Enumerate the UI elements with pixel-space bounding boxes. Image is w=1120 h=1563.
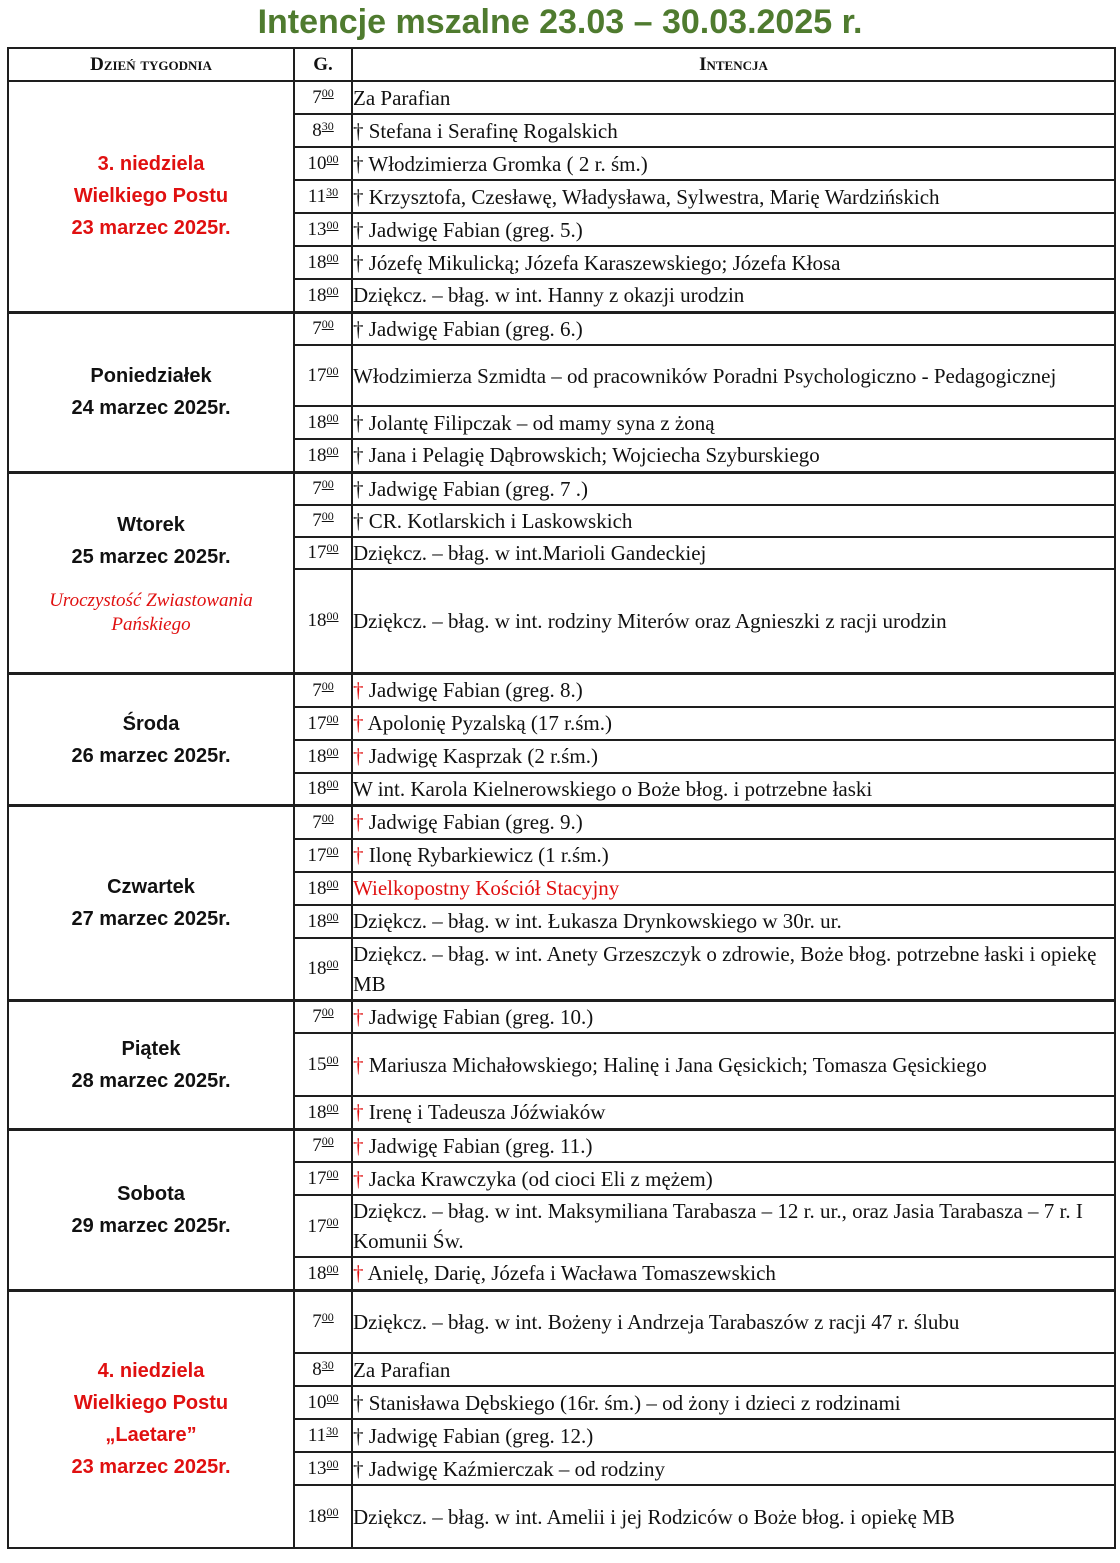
- mass-time: [294, 1290, 352, 1353]
- mass-minute: 00: [326, 909, 339, 924]
- table-row: [8, 1290, 1115, 1353]
- mass-hour: 7: [312, 510, 322, 531]
- mass-time: [294, 1257, 352, 1290]
- mass-hour: 7: [312, 1006, 322, 1028]
- mass-time: [294, 707, 352, 740]
- mass-hour: 18: [307, 745, 327, 767]
- intention-label: W int. Karola Kielnerowskiego o Boże błog. i potrzebne łaski: [353, 776, 873, 801]
- cross-icon: †: [353, 476, 364, 501]
- intention-text: [352, 806, 1115, 839]
- intention-label: Jadwigę Fabian (greg. 9.): [363, 810, 583, 835]
- mass-hour: 18: [307, 877, 327, 899]
- intention-label: Dziękcz. – błag. w int.Marioli Gandeckiej: [353, 540, 707, 565]
- day-cell: [8, 472, 294, 674]
- day-label-line: Piątek: [121, 1037, 181, 1060]
- intention-label: Jadwigę Fabian (greg. 11.): [363, 1133, 593, 1158]
- mass-hour: 17: [307, 542, 327, 563]
- mass-hour: 18: [307, 610, 327, 632]
- table-row: [8, 1000, 1115, 1033]
- intention-label: Dziękcz. – błag. w int. Anety Grzeszczyk o zdrowie, Boże błog. potrzebne łaski i opiekę MB: [353, 941, 1097, 996]
- intention-text: [352, 707, 1115, 740]
- mass-time: [294, 439, 352, 472]
- mass-minute: 00: [326, 1053, 339, 1067]
- mass-time: [294, 938, 352, 1001]
- cross-icon: †: [353, 118, 364, 143]
- mass-time: [294, 1096, 352, 1129]
- mass-time: [294, 839, 352, 872]
- mass-hour: 7: [312, 87, 322, 108]
- mass-time: [294, 114, 352, 147]
- day-cell: [8, 1129, 294, 1290]
- mass-time: [294, 279, 352, 312]
- table-row: [8, 1129, 1115, 1162]
- mass-time: [294, 505, 352, 537]
- intention-text: [352, 839, 1115, 872]
- cross-icon: †: [353, 184, 364, 209]
- intention-label: Jadwigę Fabian (greg. 10.): [363, 1004, 594, 1029]
- mass-time: [294, 1353, 352, 1386]
- mass-minute: 00: [326, 1100, 339, 1115]
- mass-minute: 00: [326, 1391, 339, 1405]
- mass-hour: 7: [312, 478, 322, 499]
- intention-label: Jadwigę Fabian (greg. 7 .): [363, 476, 589, 501]
- intention-text: [352, 1353, 1115, 1386]
- cross-icon: †: [353, 810, 364, 835]
- cross-icon: †: [353, 1261, 364, 1286]
- mass-hour: 15: [307, 1054, 327, 1075]
- intention-text: [352, 1096, 1115, 1129]
- mass-hour: 17: [307, 1215, 327, 1237]
- intention-text: [352, 569, 1115, 674]
- day-label-line: 24 marzec 2025r.: [71, 397, 231, 419]
- intention-label: Włodzimierza Szmidta – od pracowników Poradni Psychologiczno - Pedagogicznej: [353, 363, 1057, 388]
- intention-label: Józefę Mikulicką; Józefa Karaszewskiego; Józefa Kłosa: [363, 250, 841, 275]
- cross-icon: †: [353, 744, 364, 768]
- mass-minute: 00: [326, 1167, 339, 1181]
- mass-time: [294, 1419, 352, 1452]
- intention-label: Jadwigę Fabian (greg. 6.): [363, 316, 583, 341]
- table-row: [8, 472, 1115, 505]
- mass-hour: 11: [307, 1425, 327, 1446]
- mass-hour: 10: [307, 1392, 327, 1413]
- mass-time: [294, 872, 352, 905]
- mass-minute: 00: [326, 609, 339, 624]
- mass-minute: 30: [326, 185, 339, 199]
- mass-hour: 10: [307, 153, 327, 174]
- mass-minute: 00: [326, 251, 339, 265]
- intention-label: Anielę, Darię, Józefa i Wacława Tomaszewskich: [363, 1261, 776, 1286]
- intention-label: Dziękcz. – błag. w int. Bożeny i Andrzeja Tarabaszów z racji 47 r. ślubu: [353, 1309, 960, 1334]
- mass-time: [294, 1195, 352, 1257]
- intention-text: [352, 213, 1115, 246]
- mass-hour: 18: [307, 252, 327, 273]
- mass-time: [294, 1000, 352, 1033]
- mass-time: [294, 1485, 352, 1548]
- day-label-line: 25 marzec 2025r.: [71, 545, 231, 568]
- intention-text: [352, 345, 1115, 406]
- mass-hour: 18: [307, 444, 327, 466]
- cross-icon: †: [353, 443, 364, 468]
- intention-label: Jadwigę Fabian (greg. 12.): [363, 1423, 594, 1448]
- intention-label: Jana i Pelagię Dąbrowskich; Wojciecha Szyburskiego: [363, 443, 820, 468]
- intention-text: [352, 439, 1115, 472]
- day-label-line: 29 marzec 2025r.: [71, 1214, 231, 1237]
- mass-minute: 00: [326, 1457, 339, 1471]
- mass-minute: 00: [321, 509, 334, 523]
- page-title: Intencje mszalne 23.03 – 30.03.2025 r.: [257, 3, 863, 41]
- cross-icon: †: [353, 1456, 364, 1481]
- mass-hour: 7: [312, 1311, 322, 1333]
- intention-text: [352, 1452, 1115, 1485]
- mass-time: [294, 773, 352, 806]
- cross-icon: †: [353, 1100, 364, 1125]
- mass-time: [294, 213, 352, 246]
- mass-minute: 00: [321, 678, 334, 693]
- intention-text: [352, 472, 1115, 505]
- day-label-line: 27 marzec 2025r.: [71, 907, 231, 930]
- intention-text: [352, 872, 1115, 905]
- intention-text: [352, 1386, 1115, 1419]
- day-label-line: „Laetare”: [105, 1424, 197, 1447]
- header-hour: G.: [294, 48, 352, 81]
- mass-minute: 00: [321, 1134, 334, 1149]
- mass-hour: 13: [307, 219, 327, 240]
- mass-minute: 00: [321, 1005, 334, 1020]
- intention-label: Ilonę Rybarkiewicz (1 r.śm.): [363, 843, 609, 867]
- day-cell: [8, 674, 294, 806]
- mass-time: [294, 147, 352, 180]
- mass-time: [294, 674, 352, 707]
- intention-label: Jolantę Filipczak – od mamy syna z żoną: [363, 410, 715, 435]
- mass-hour: 17: [307, 365, 327, 386]
- table-row: [8, 674, 1115, 707]
- mass-minute: 00: [321, 810, 334, 825]
- intention-label: Dziękcz. – błag. w int. Maksymiliana Tarabasza – 12 r. ur., oraz Jasia Tarabasza – 7 r. I Komunii Św.: [353, 1199, 1083, 1253]
- mass-hour: 17: [307, 844, 327, 866]
- day-label-line: Wielkiego Postu: [73, 185, 229, 208]
- mass-hour: 18: [307, 1101, 327, 1123]
- mass-hour: 18: [307, 958, 327, 979]
- intention-text: [352, 905, 1115, 938]
- day-cell: [8, 806, 294, 1001]
- mass-minute: 00: [326, 443, 339, 458]
- mass-hour: 11: [307, 186, 327, 207]
- header-intention: Intencja: [352, 48, 1115, 81]
- mass-minute: 00: [326, 1505, 339, 1519]
- mass-minute: 00: [326, 744, 339, 759]
- table-row: [8, 81, 1115, 114]
- intention-text: [352, 147, 1115, 180]
- mass-hour: 13: [307, 1458, 327, 1479]
- intention-label: CR. Kotlarskich i Laskowskich: [363, 508, 633, 533]
- intention-label: Za Parafian: [353, 85, 451, 110]
- cross-icon: †: [353, 151, 364, 176]
- mass-hour: 18: [307, 910, 327, 932]
- mass-time: [294, 537, 352, 569]
- intention-label: Krzysztofa, Czesławę, Władysława, Sylwestra, Marię Wardzińskich: [363, 184, 940, 209]
- day-label-line: Czwartek: [107, 875, 195, 898]
- intention-text: [352, 1290, 1115, 1353]
- mass-minute: 00: [326, 876, 339, 891]
- intention-label: Dziękcz. – błag. w int. Łukasza Drynkowskiego w 30r. ur.: [353, 909, 842, 933]
- intention-label: Irenę i Tadeusza Jóźwiaków: [363, 1100, 606, 1125]
- cross-icon: †: [353, 1052, 364, 1077]
- mass-minute: 30: [321, 1358, 334, 1372]
- day-label-line: Środa: [122, 712, 180, 735]
- mass-time: [294, 806, 352, 839]
- mass-time: [294, 740, 352, 773]
- intention-label: Dziękcz. – błag. w int. Hanny z okazji urodzin: [353, 283, 745, 308]
- mass-time: [294, 246, 352, 279]
- intention-label: Włodzimierza Gromka ( 2 r. śm.): [363, 151, 648, 176]
- mass-minute: 30: [326, 1424, 339, 1438]
- intention-text: [352, 674, 1115, 707]
- mass-time: [294, 180, 352, 213]
- day-cell: [8, 312, 294, 472]
- day-label-line: 23 marzec 2025r.: [71, 217, 231, 240]
- table-body: [8, 81, 1115, 1548]
- day-label-line: Wtorek: [117, 513, 185, 536]
- intention-text: [352, 1129, 1115, 1162]
- cross-icon: †: [353, 1166, 364, 1191]
- intention-text: [352, 938, 1115, 1001]
- cross-icon: †: [353, 250, 364, 275]
- intention-text: [352, 279, 1115, 312]
- day-label-line: 26 marzec 2025r.: [71, 744, 231, 767]
- mass-minute: 00: [326, 364, 339, 378]
- table-header-row: [8, 48, 1115, 81]
- cross-icon: †: [353, 1133, 364, 1158]
- mass-time: [294, 1386, 352, 1419]
- cross-icon: †: [353, 1390, 364, 1415]
- intention-text: [352, 740, 1115, 773]
- mass-minute: 00: [326, 777, 339, 792]
- mass-hour: 18: [307, 284, 327, 306]
- mass-hour: 18: [307, 412, 327, 433]
- intention-label: Apolonię Pyzalską (17 r.śm.): [363, 711, 612, 735]
- intention-text: [352, 773, 1115, 806]
- intention-text: [352, 537, 1115, 569]
- day-label-line: 3. niedziela: [97, 153, 205, 176]
- intention-text: [352, 246, 1115, 279]
- day-cell: [8, 81, 294, 312]
- mass-minute: 00: [326, 957, 339, 971]
- mass-hour: 7: [312, 679, 322, 701]
- mass-hour: 8: [312, 120, 322, 141]
- mass-hour: 7: [312, 1135, 322, 1157]
- mass-minute: 00: [321, 1310, 334, 1325]
- mass-hour: 18: [307, 1262, 327, 1284]
- mass-minute: 00: [321, 317, 334, 332]
- cross-icon: †: [353, 678, 364, 703]
- mass-hour: 18: [307, 778, 327, 800]
- cross-icon: †: [353, 1423, 364, 1448]
- mass-minute: 00: [326, 711, 339, 726]
- day-cell: [8, 1000, 294, 1129]
- mass-minute: 00: [326, 1261, 339, 1276]
- day-label-line: 4. niedziela: [97, 1360, 205, 1383]
- day-label-line: 23 marzec 2025r.: [71, 1456, 231, 1479]
- mass-time: [294, 1452, 352, 1485]
- mass-hour: 17: [307, 712, 327, 734]
- header-day: Dzień tygodnia: [8, 48, 294, 81]
- cross-icon: †: [353, 508, 364, 533]
- cross-icon: †: [353, 1004, 364, 1029]
- mass-minute: 00: [326, 541, 339, 555]
- intention-text: [352, 1257, 1115, 1290]
- intention-label: Stanisława Dębskiego (16r. śm.) – od żony i dzieci z rodzinami: [363, 1390, 901, 1415]
- mass-hour: 18: [307, 1506, 327, 1527]
- intention-text: [352, 180, 1115, 213]
- intention-text: [352, 312, 1115, 345]
- cross-icon: †: [353, 843, 364, 867]
- mass-time: [294, 1129, 352, 1162]
- intention-label: Jadwigę Fabian (greg. 5.): [363, 217, 583, 242]
- mass-time: [294, 472, 352, 505]
- mass-minute: 00: [321, 477, 334, 491]
- cross-icon: †: [353, 316, 364, 341]
- table-row: [8, 312, 1115, 345]
- mass-time: [294, 1162, 352, 1195]
- table-row: [8, 806, 1115, 839]
- intention-label: Jadwigę Fabian (greg. 8.): [363, 678, 583, 703]
- intention-label: Dziękcz. – błag. w int. Amelii i jej Rodziców o Boże błog. i opiekę MB: [353, 1504, 955, 1529]
- intention-text: [352, 1419, 1115, 1452]
- intention-text: [352, 1485, 1115, 1548]
- mass-minute: 00: [326, 283, 339, 298]
- intention-text: [352, 1033, 1115, 1096]
- intention-label: Jacka Krawczyka (od cioci Eli z mężem): [363, 1166, 713, 1191]
- cross-icon: †: [353, 711, 364, 735]
- mass-time: [294, 905, 352, 938]
- intention-label: Jadwigę Kaźmierczak – od rodziny: [363, 1456, 665, 1481]
- mass-time: [294, 345, 352, 406]
- mass-minute: 00: [326, 1214, 339, 1229]
- cross-icon: †: [353, 410, 364, 435]
- cross-icon: †: [353, 217, 364, 242]
- intention-text: [352, 81, 1115, 114]
- day-label-line: 28 marzec 2025r.: [71, 1069, 231, 1092]
- intention-text: [352, 505, 1115, 537]
- feast-note: Uroczystość Zwiastowania Pańskiego: [49, 589, 253, 635]
- intention-label: Stefana i Serafinę Rogalskich: [363, 118, 618, 143]
- mass-time: [294, 312, 352, 345]
- intention-label: Wielkopostny Kościół Stacyjny: [353, 876, 620, 900]
- day-label-line: Poniedziałek: [90, 365, 212, 387]
- mass-hour: 17: [307, 1168, 327, 1189]
- mass-minute: 00: [326, 411, 339, 425]
- mass-time: [294, 1033, 352, 1096]
- day-label-line: Wielkiego Postu: [73, 1392, 229, 1415]
- intention-text: [352, 1162, 1115, 1195]
- intention-text: [352, 1195, 1115, 1257]
- intention-text: [352, 114, 1115, 147]
- mass-time: [294, 569, 352, 674]
- intention-label: Za Parafian: [353, 1357, 451, 1382]
- intention-label: Dziękcz. – błag. w int. rodziny Miterów oraz Agnieszki z racji urodzin: [353, 608, 947, 633]
- mass-minute: 00: [326, 843, 339, 858]
- intention-label: Jadwigę Kasprzak (2 r.śm.): [363, 744, 598, 768]
- day-cell: [8, 1290, 294, 1548]
- mass-minute: 00: [326, 152, 339, 166]
- mass-minute: 30: [321, 119, 334, 133]
- mass-time: [294, 81, 352, 114]
- mass-time: [294, 406, 352, 439]
- intention-text: [352, 1000, 1115, 1033]
- intentions-table: [7, 47, 1116, 1549]
- mass-minute: 00: [326, 218, 339, 232]
- intention-text: [352, 406, 1115, 439]
- intention-label: Mariusza Michałowskiego; Halinę i Jana Gęsickich; Tomasza Gęsickiego: [363, 1052, 987, 1077]
- mass-minute: 00: [321, 86, 334, 100]
- day-label-line: Sobota: [117, 1182, 185, 1205]
- mass-hour: 8: [312, 1359, 322, 1380]
- mass-hour: 7: [312, 811, 322, 833]
- mass-hour: 7: [312, 318, 322, 340]
